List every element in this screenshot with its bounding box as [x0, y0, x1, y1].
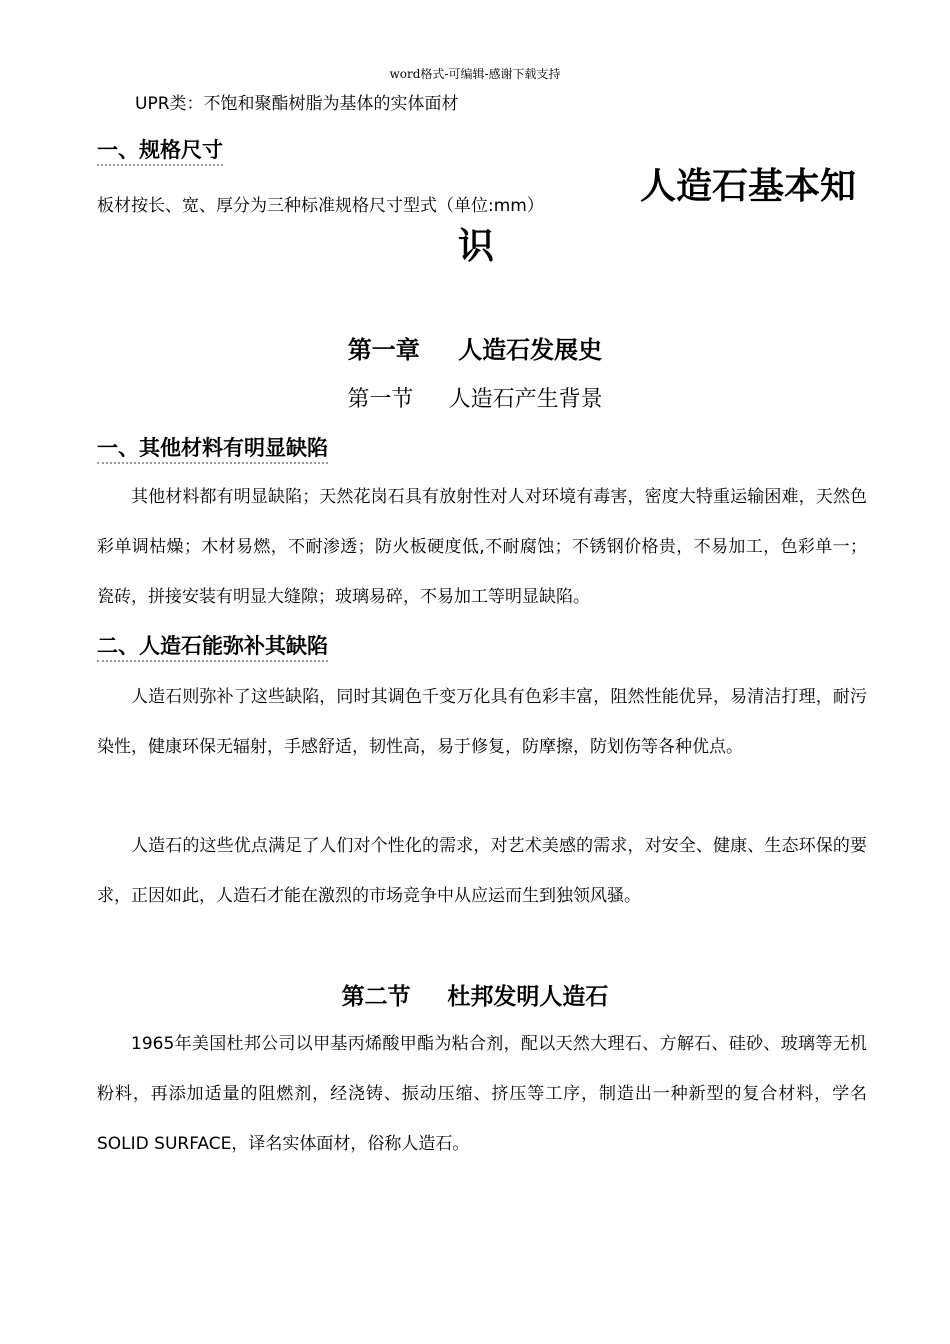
remedy-paragraph-2: 人造石的这些优点满足了人们对个性化的需求，对艺术美感的需求，对安全、健康、生态环保的要求，正因如此，人造石才能在激烈的市场竞争中从应运而生到独领风骚。 — [97, 836, 867, 906]
chapter-title — [0, 330, 950, 365]
defects-paragraph: 其他材料都有明显缺陷；天然花岗石具有放射性对人对环境有毒害，密度大特重运输困难，天然色彩单调枯燥；木材易燃，不耐渗透；防火板硬度低,不耐腐蚀；不锈钢价格贵，不易加工，色彩单一；瓷砖，拼接安装有明显大缝隙；玻璃易碎，不易加工等明显缺陷。 — [97, 487, 867, 607]
section-1-prefix: 第一节 — [347, 387, 414, 412]
spec-text: 板材按长、宽、厚分为三种标准规格尺寸型式（单位:mm） — [97, 196, 544, 216]
defects-heading — [97, 432, 328, 462]
remedy-heading — [97, 630, 328, 660]
upr-line: UPR类：不饱和聚酯树脂为基体的实体面材 — [135, 94, 459, 114]
doc-title-line2: 识 — [458, 226, 495, 267]
section-2-prefix: 第二节 — [341, 984, 411, 1010]
remedy-heading-text: 二、人造石能弥补其缺陷 — [97, 634, 328, 662]
header-note: word格式-可编辑-感谢下载支持 — [389, 67, 561, 81]
section-1-name: 人造石产生背景 — [448, 387, 603, 412]
chapter-prefix: 第一章 — [347, 336, 420, 364]
spec-heading — [97, 134, 223, 164]
remedy-paragraph-1: 人造石则弥补了这些缺陷，同时其调色千变万化具有色彩丰富，阻然性能优异，易清洁打理，耐污染性，健康环保无辐射，手感舒适，韧性高，易于修复，防摩擦，防划伤等各种优点。 — [97, 687, 867, 757]
spec-heading-text: 一、规格尺寸 — [97, 138, 223, 166]
section-2-name: 杜邦发明人造石 — [447, 984, 609, 1010]
chapter-name: 人造石发展史 — [458, 336, 603, 364]
doc-title-line1: 人造石基本知 — [640, 166, 857, 207]
defects-heading-text: 一、其他材料有明显缺陷 — [97, 436, 328, 464]
section-2-title — [0, 978, 950, 1011]
section-1-title — [0, 382, 950, 413]
dupont-paragraph: 1965年美国杜邦公司以甲基丙烯酸甲酯为粘合剂，配以天然大理石、方解石、硅砂、玻璃等无机粉料，再添加适量的阻燃剂，经浇铸、振动压缩、挤压等工序，制造出一种新型的复合材料，学名SOLID SURFACE，译名实体面材，俗称人造石。 — [97, 1034, 867, 1154]
